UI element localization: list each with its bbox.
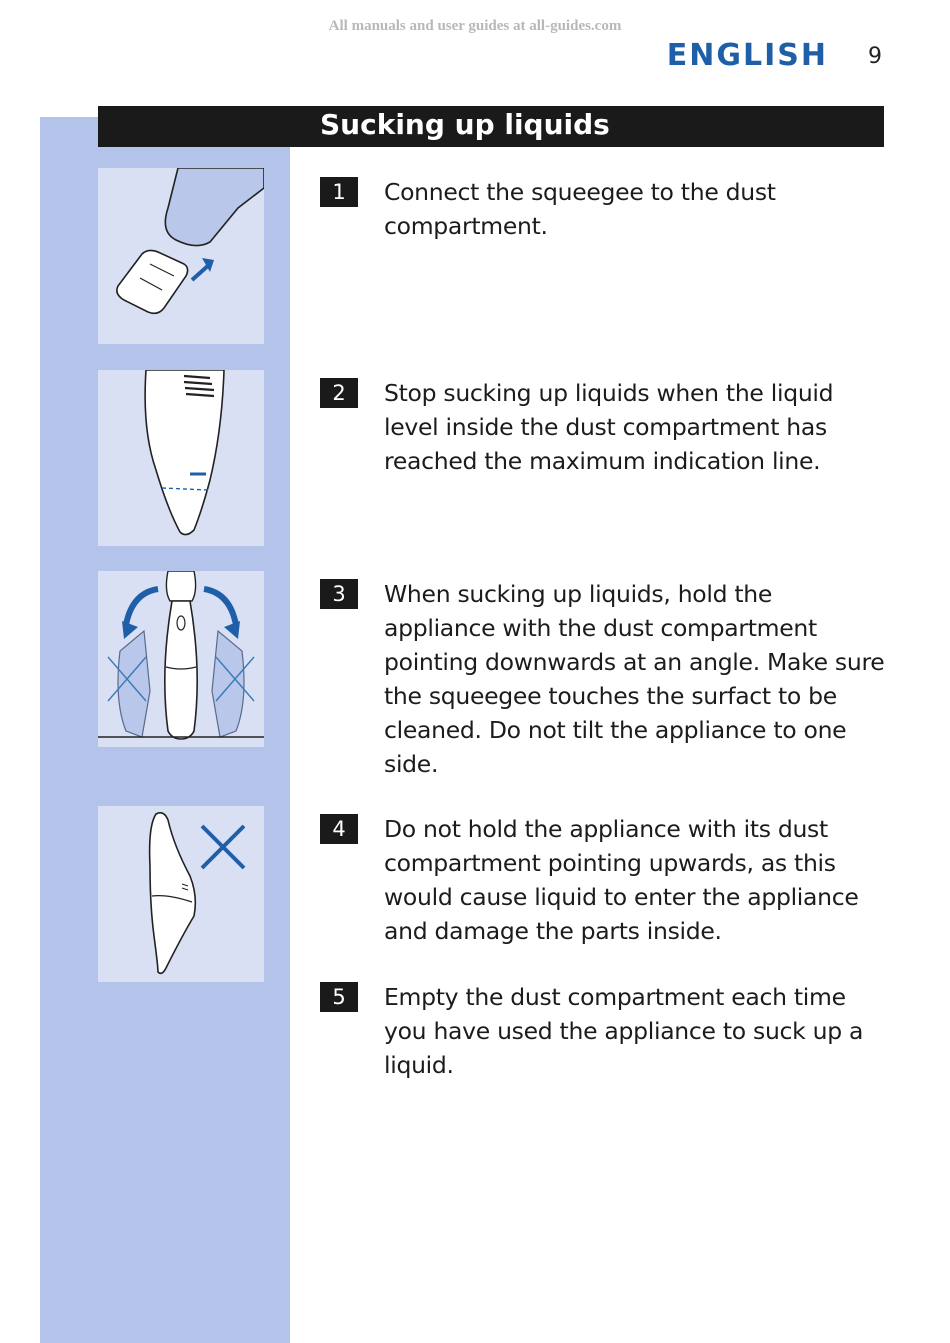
illustration-pointer <box>264 584 290 608</box>
section-title: Sucking up liquids <box>320 108 610 141</box>
illustration-attach-squeegee <box>98 168 264 344</box>
step-text: Empty the dust compartment each time you have used the appliance to suck up a liquid. <box>384 983 864 1079</box>
illustration-pointer <box>264 182 290 206</box>
illustration-max-level <box>98 370 264 546</box>
language-label: ENGLISH <box>666 38 828 73</box>
step-text: Connect the squeegee to the dust compartment. <box>384 178 776 240</box>
step-number: 4 <box>320 814 358 844</box>
step-text: When sucking up liquids, hold the appliance with the dust compartment pointing downwards at an angle. Make sure the squeegee touches the surfact to be cleaned. Do not tilt the appliance to one side. <box>384 580 885 778</box>
illustration-pointer <box>264 820 290 844</box>
step-number: 3 <box>320 579 358 609</box>
step-number: 1 <box>320 177 358 207</box>
step-text: Stop sucking up liquids when the liquid level inside the dust compartment has reached the maximum indication line. <box>384 379 834 475</box>
step-text: Do not hold the appliance with its dust compartment pointing upwards, as this would cause liquid to enter the appliance and damage the parts inside. <box>384 815 859 945</box>
illustration-pointer <box>264 384 290 408</box>
step-number: 2 <box>320 378 358 408</box>
watermark: All manuals and user guides at all-guides.com <box>328 18 622 34</box>
step-number: 5 <box>320 982 358 1012</box>
illustration-correct-angle <box>98 571 264 747</box>
illustration-wrong-upward <box>98 806 264 982</box>
page-number: 9 <box>868 44 882 69</box>
